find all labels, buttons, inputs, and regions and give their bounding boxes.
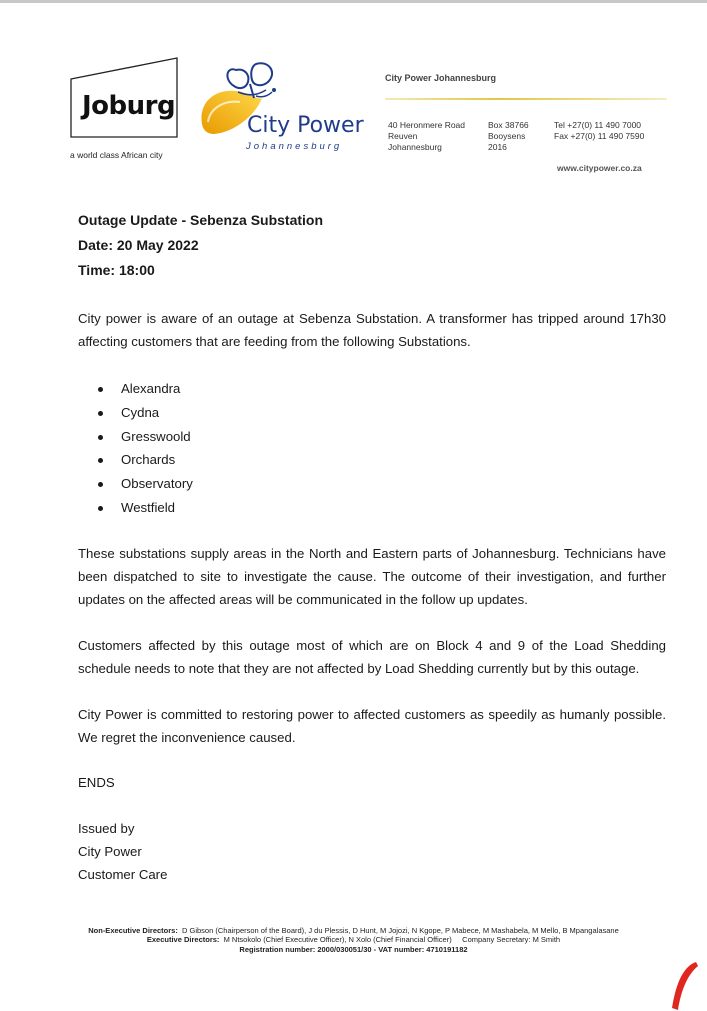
bullet-icon bbox=[98, 482, 103, 487]
city-power-subtitle: Johannesburg bbox=[246, 141, 343, 152]
address-block: 40 Heronmere Road Reuven Johannesburg bbox=[388, 120, 466, 152]
joburg-logo bbox=[70, 57, 178, 138]
notice-time: Time: 18:00 bbox=[78, 262, 155, 278]
joburg-tagline: a world class African city bbox=[70, 150, 163, 160]
substation-list bbox=[78, 377, 193, 520]
loadshedding-paragraph: Customers affected by this outage most of which are on Block 4 and 9 of the Load Shedding schedule needs to note that they are not affected by Load Shedding currently but by this outage. bbox=[78, 638, 666, 676]
footer-registration: Registration number: 2000/030051/30 - VAT number: 4710191182 bbox=[239, 945, 468, 954]
list-item: Orchards bbox=[78, 448, 193, 472]
commitment-paragraph: City Power is committed to restoring power to affected customers as speedily as humanly possible. We regret the inconvenience caused. bbox=[78, 707, 666, 745]
list-item: Westfield bbox=[78, 496, 193, 520]
ends-marker: ENDS bbox=[78, 775, 115, 790]
intro-paragraph: City power is aware of an outage at Sebenza Substation. A transformer has tripped around 17h30 affecting customers that are feeding from the following Substations. bbox=[78, 311, 666, 349]
top-border bbox=[0, 0, 707, 3]
issuer-department: Customer Care bbox=[78, 867, 168, 882]
list-item: Alexandra bbox=[78, 377, 193, 401]
bullet-icon bbox=[98, 387, 103, 392]
areas-paragraph: These substations supply areas in the North and Eastern parts of Johannesburg. Technicians have been dispatched to site to investigate the cause. The outcome of their investigation, and further updates on the affected areas will be communicated in the follow up updates. bbox=[78, 546, 666, 607]
notice-title: Outage Update - Sebenza Substation bbox=[78, 212, 324, 228]
issued-by-label: Issued by bbox=[78, 821, 135, 836]
city-power-wordmark: City Power bbox=[247, 113, 364, 138]
list-item: Cydna bbox=[78, 401, 193, 425]
bullet-icon bbox=[98, 411, 103, 416]
phone-block: Tel +27(0) 11 490 7000 Fax +27(0) 11 490 7590 bbox=[554, 120, 645, 141]
joburg-wordmark: Joburg bbox=[82, 91, 176, 121]
bullet-icon bbox=[98, 458, 103, 463]
bullet-icon bbox=[98, 435, 103, 440]
gold-divider bbox=[385, 98, 667, 100]
list-item: Gresswoold bbox=[78, 425, 193, 449]
footer-nonexec-directors: Non-Executive Directors: D Gibson (Chairperson of the Board), J du Plessis, D Hunt, M Jojozi, N Kgope, P Mabece, M Mashabela, M Mello, B Mpangalasane bbox=[88, 926, 619, 935]
issuer-name: City Power bbox=[78, 844, 142, 859]
website-link[interactable]: www.citypower.co.za bbox=[557, 163, 642, 173]
footer-exec-directors: Executive Directors: M Ntsokolo (Chief Executive Officer), N Xolo (Chief Financial Officer) Company Secretary: M Smith bbox=[146, 935, 561, 944]
notice-date: Date: 20 May 2022 bbox=[78, 237, 199, 253]
red-swoosh-icon bbox=[666, 960, 700, 1011]
postal-block: Box 38766 Booysens 2016 bbox=[488, 120, 529, 152]
bullet-icon bbox=[98, 506, 103, 511]
list-item: Observatory bbox=[78, 472, 193, 496]
org-name: City Power Johannesburg bbox=[385, 73, 497, 83]
